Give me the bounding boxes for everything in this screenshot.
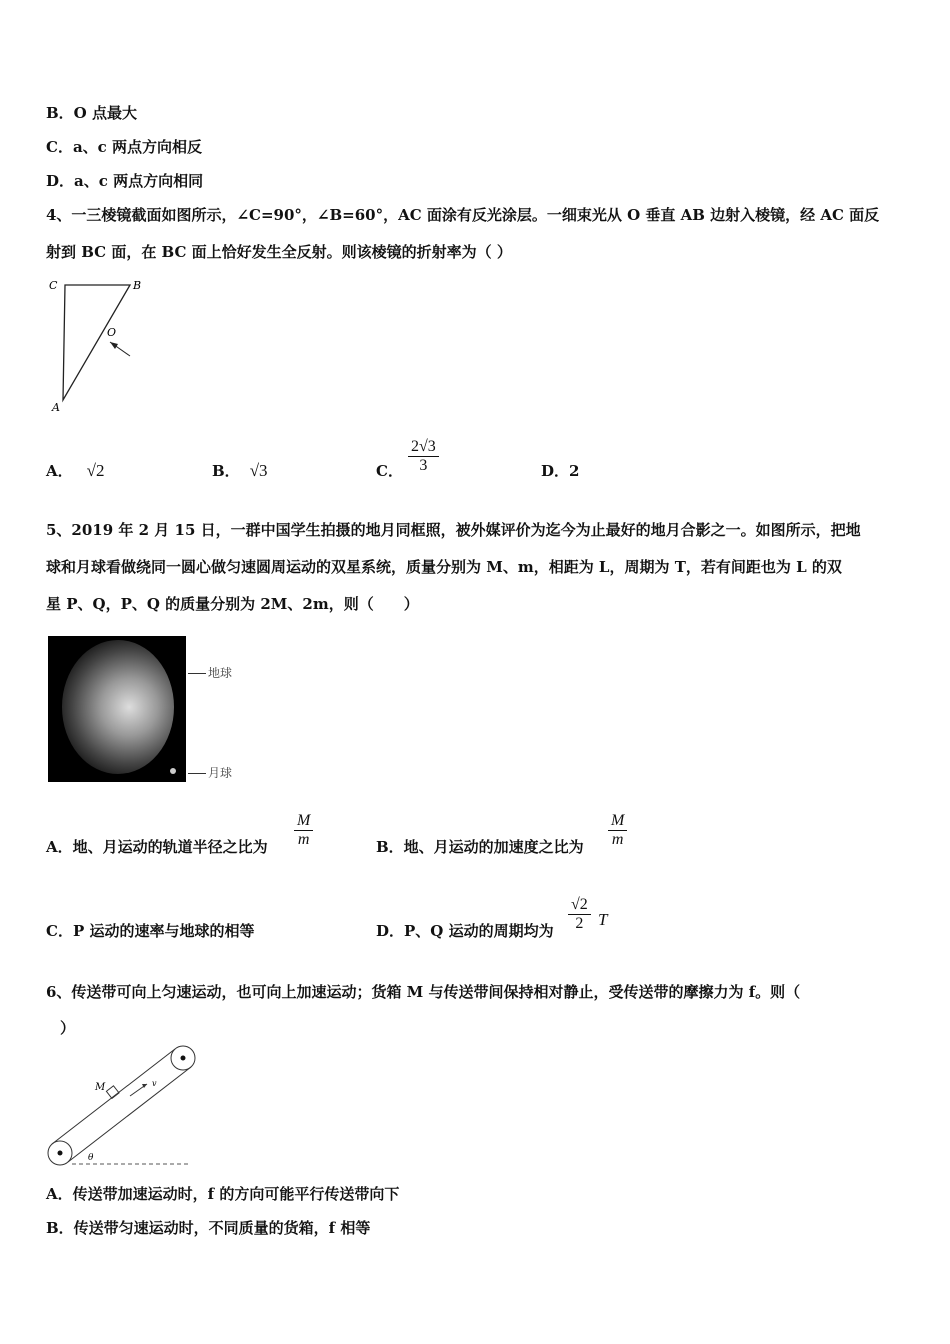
q5-option-b: B．地、月运动的加速度之比为 (376, 838, 584, 856)
q3-option-d: D．a、c 两点方向相同 (46, 172, 204, 190)
q4-stem-line2: 射到 BC 面，在 BC 面上恰好发生全反射。则该棱镜的折射率为（ ） (46, 243, 512, 261)
q4-option-a: A． √2 (46, 461, 105, 480)
q6-option-b: B．传送带匀速运动时，不同质量的货箱，f 相等 (46, 1219, 371, 1237)
label-theta: θ (88, 1153, 94, 1163)
earth-moon-photo (48, 636, 186, 782)
label-moon: 月球 (208, 766, 233, 780)
q5-option-d-t: T (598, 910, 608, 929)
label-earth: 地球 (208, 666, 233, 680)
q3-option-b: B．O 点最大 (46, 104, 137, 122)
q4-option-b: B． √3 (212, 461, 268, 480)
q5-option-a-fraction: $\frac{M}{m}$ (294, 812, 313, 849)
q5-option-c: C．P 运动的速率与地球的相等 (46, 922, 255, 940)
q5-option-d: D．P、Q 运动的周期均为 (376, 922, 554, 940)
label-a: A (52, 401, 60, 414)
q5-stem-line3: 星 P、Q，P、Q 的质量分别为 2M、2m，则（ ） (46, 595, 419, 613)
earth-image (62, 640, 174, 774)
q6-stem-line2: ） (60, 1019, 76, 1037)
label-o: O (107, 326, 117, 339)
q5-option-a: A．地、月运动的轨道半径之比为 (46, 838, 268, 856)
q3-option-c: C．a、c 两点方向相反 (46, 138, 203, 156)
q4-option-c-fraction: $\frac{2√3}{3}$ (408, 438, 439, 475)
q6-option-a: A．传送带加速运动时，f 的方向可能平行传送带向下 (46, 1185, 400, 1203)
q5-stem-line2: 球和月球看做绕同一圆心做匀速圆周运动的双星系统，质量分别为 M、m，相距为 L，周期为 T，若有间距也为 L 的双 (46, 558, 842, 576)
conveyor-figure (40, 1040, 200, 1170)
q4-stem-line1: 4、一三棱镜截面如图所示，∠C=90°，∠B=60°，AC 面涂有反光涂层。一细束光从 O 垂直 AB 边射入棱镜，经 AC 面反 (46, 206, 880, 224)
q6-stem-line1: 6、传送带可向上匀速运动，也可向上加速运动；货箱 M 与传送带间保持相对静止，受传送带的摩擦力为 f。则（ (46, 983, 801, 1001)
label-m: M (95, 1082, 106, 1093)
moon-image (170, 768, 176, 774)
label-c: C (49, 279, 58, 292)
label-v: v (152, 1079, 157, 1088)
prism-figure (40, 272, 150, 417)
q5-stem-line1: 5、2019 年 2 月 15 日，一群中国学生拍摄的地月同框照，被外媒评价为迄今为止最好的地月合影之一。如图所示，把地 (46, 521, 861, 539)
q5-option-d-fraction: $\frac{√2}{2}$ (568, 896, 591, 933)
q4-option-d: D．2 (541, 462, 580, 480)
label-b: B (133, 279, 142, 292)
q5-option-b-fraction: $\frac{M}{m}$ (608, 812, 627, 849)
q4-option-c-label: C． (376, 462, 403, 480)
